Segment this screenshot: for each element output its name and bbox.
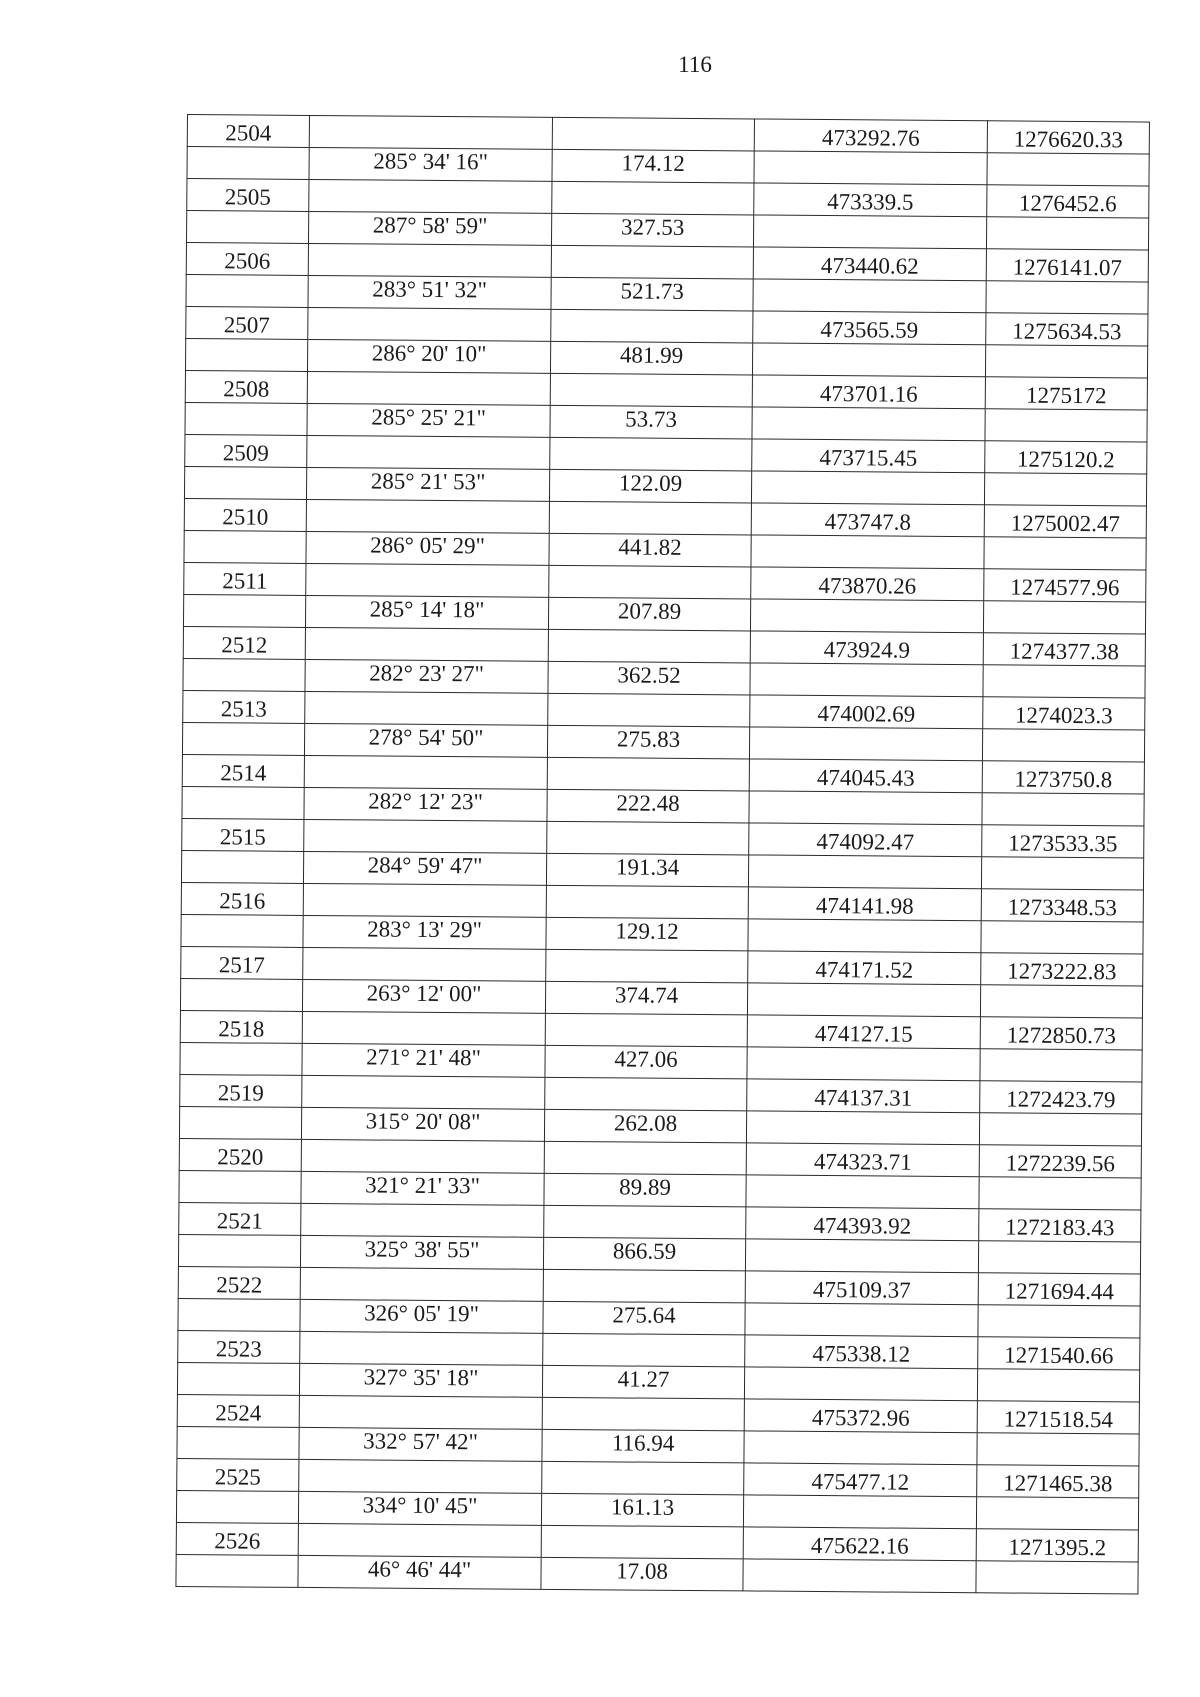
easting-cell: 1273750.8	[982, 761, 1144, 794]
northing-cell: 474045.43	[749, 759, 982, 793]
empty-cell	[986, 217, 1148, 250]
northing-cell: 473870.26	[751, 567, 984, 601]
bearing-cell: 285° 34' 16"	[309, 147, 552, 181]
bearing-cell: 326° 05' 19"	[300, 1299, 543, 1333]
empty-cell	[183, 594, 305, 627]
easting-cell: 1273533.35	[982, 825, 1144, 858]
easting-cell: 1271540.66	[978, 1337, 1140, 1370]
northing-cell: 474141.98	[748, 887, 981, 921]
empty-cell	[302, 1075, 545, 1109]
empty-cell	[186, 274, 308, 307]
distance-cell: 174.12	[552, 149, 754, 183]
empty-cell	[300, 1331, 543, 1365]
northing-cell: 475372.96	[744, 1399, 977, 1433]
distance-cell: 275.83	[547, 725, 749, 759]
distance-cell: 122.09	[549, 469, 751, 503]
easting-cell: 1273348.53	[981, 889, 1143, 922]
bearing-cell: 282° 12' 23"	[304, 787, 547, 821]
easting-cell: 1271694.44	[978, 1273, 1140, 1306]
station-number-cell: 2508	[185, 370, 307, 403]
northing-cell: 473715.45	[752, 439, 985, 473]
northing-cell: 474092.47	[749, 823, 982, 857]
northing-cell: 473565.59	[753, 311, 986, 345]
empty-cell	[985, 409, 1147, 442]
empty-cell	[745, 1239, 978, 1273]
empty-cell	[981, 857, 1143, 890]
empty-cell	[178, 1298, 300, 1331]
empty-cell	[181, 850, 303, 883]
empty-cell	[984, 473, 1146, 506]
distance-cell: 17.08	[541, 1557, 743, 1591]
easting-cell: 1272239.56	[979, 1145, 1141, 1178]
easting-cell: 1273222.83	[981, 953, 1143, 986]
empty-cell	[749, 791, 982, 825]
empty-cell	[748, 855, 981, 889]
station-number-cell: 2523	[178, 1330, 300, 1363]
empty-cell	[548, 693, 750, 727]
northing-cell: 473440.62	[753, 247, 986, 281]
empty-cell	[309, 115, 552, 149]
empty-cell	[753, 215, 986, 249]
empty-cell	[304, 819, 547, 853]
station-number-cell: 2511	[184, 562, 306, 595]
empty-cell	[301, 1139, 544, 1173]
empty-cell	[185, 338, 307, 371]
station-number-cell: 2509	[185, 434, 307, 467]
northing-cell: 474127.15	[747, 1015, 980, 1049]
distance-cell: 116.94	[542, 1429, 744, 1463]
northing-cell: 474002.69	[750, 695, 983, 729]
bearing-cell: 325° 38' 55"	[300, 1235, 543, 1269]
empty-cell	[978, 1305, 1140, 1338]
northing-cell: 473747.8	[751, 503, 984, 537]
northing-cell: 473924.9	[750, 631, 983, 665]
empty-cell	[300, 1267, 543, 1301]
distance-cell: 191.34	[546, 853, 748, 887]
station-number-cell: 2504	[187, 115, 309, 148]
empty-cell	[752, 343, 985, 377]
distance-cell: 481.99	[550, 341, 752, 375]
empty-cell	[987, 153, 1149, 186]
empty-cell	[542, 1397, 744, 1431]
empty-cell	[983, 665, 1145, 698]
easting-cell: 1276141.07	[986, 249, 1148, 282]
empty-cell	[298, 1523, 541, 1557]
empty-cell	[181, 914, 303, 947]
empty-cell	[177, 1362, 299, 1395]
station-number-cell: 2516	[181, 882, 303, 915]
station-number-cell: 2513	[183, 690, 305, 723]
empty-cell	[743, 1559, 976, 1593]
empty-cell	[543, 1269, 745, 1303]
station-number-cell: 2517	[181, 946, 303, 979]
distance-cell: 866.59	[543, 1237, 745, 1271]
distance-cell: 427.06	[545, 1045, 747, 1079]
page-number: 116	[678, 52, 712, 77]
bearing-cell: 285° 14' 18"	[305, 595, 548, 629]
empty-cell	[748, 919, 981, 953]
easting-cell: 1274023.3	[983, 697, 1145, 730]
empty-cell	[299, 1395, 542, 1429]
distance-cell: 161.13	[541, 1493, 743, 1527]
survey-coordinates-table	[175, 114, 1150, 1595]
bearing-cell: 321° 21' 33"	[301, 1171, 544, 1205]
empty-cell	[299, 1459, 542, 1493]
empty-cell	[552, 117, 754, 151]
northing-cell: 474171.52	[748, 951, 981, 985]
empty-cell	[743, 1495, 976, 1529]
northing-cell: 473292.76	[754, 119, 987, 153]
station-number-cell: 2519	[180, 1074, 302, 1107]
empty-cell	[541, 1525, 743, 1559]
empty-cell	[746, 1111, 979, 1145]
empty-cell	[182, 786, 304, 819]
empty-cell	[544, 1205, 746, 1239]
station-number-cell: 2505	[187, 179, 309, 212]
northing-cell: 475622.16	[743, 1527, 976, 1561]
bearing-cell: 263° 12' 00"	[302, 979, 545, 1013]
empty-cell	[548, 629, 750, 663]
station-number-cell: 2521	[179, 1202, 301, 1235]
empty-cell	[751, 471, 984, 505]
empty-cell	[544, 1141, 746, 1175]
station-number-cell: 2522	[178, 1266, 300, 1299]
bearing-cell: 315° 20' 08"	[301, 1107, 544, 1141]
empty-cell	[546, 885, 748, 919]
empty-cell	[303, 947, 546, 981]
empty-cell	[545, 1077, 747, 1111]
bearing-cell: 334° 10' 45"	[298, 1491, 541, 1525]
empty-cell	[176, 1490, 298, 1523]
empty-cell	[179, 1106, 301, 1139]
bearing-cell: 271° 21' 48"	[302, 1043, 545, 1077]
empty-cell	[552, 181, 754, 215]
empty-cell	[176, 1554, 298, 1587]
empty-cell	[753, 279, 986, 313]
distance-cell: 327.53	[551, 213, 753, 247]
bearing-cell: 285° 21' 53"	[306, 467, 549, 501]
bearing-cell: 286° 05' 29"	[306, 531, 549, 565]
empty-cell	[550, 373, 752, 407]
empty-cell	[546, 949, 748, 983]
empty-cell	[177, 1426, 299, 1459]
easting-cell: 1276452.6	[987, 185, 1149, 218]
empty-cell	[183, 658, 305, 691]
bearing-cell: 282° 23' 27"	[305, 659, 548, 693]
easting-cell: 1276620.33	[987, 121, 1149, 154]
empty-cell	[301, 1203, 544, 1237]
empty-cell	[549, 565, 751, 599]
northing-cell: 473339.5	[754, 183, 987, 217]
empty-cell	[751, 535, 984, 569]
empty-cell	[547, 821, 749, 855]
empty-cell	[184, 466, 306, 499]
table-row-segment	[176, 1554, 1138, 1594]
northing-cell: 474393.92	[746, 1207, 979, 1241]
easting-cell: 1275002.47	[984, 505, 1146, 538]
bearing-cell: 332° 57' 42"	[299, 1427, 542, 1461]
station-number-cell: 2510	[184, 498, 306, 531]
empty-cell	[307, 435, 550, 469]
bearing-cell: 283° 51' 32"	[308, 275, 551, 309]
empty-cell	[184, 530, 306, 563]
bearing-cell: 285° 25' 21"	[307, 403, 550, 437]
empty-cell	[744, 1367, 977, 1401]
empty-cell	[185, 402, 307, 435]
empty-cell	[978, 1241, 1140, 1274]
empty-cell	[542, 1461, 744, 1495]
easting-cell: 1272423.79	[980, 1081, 1142, 1114]
station-number-cell: 2512	[183, 626, 305, 659]
empty-cell	[981, 921, 1143, 954]
distance-cell: 89.89	[544, 1173, 746, 1207]
distance-cell: 222.48	[547, 789, 749, 823]
empty-cell	[982, 729, 1144, 762]
station-number-cell: 2520	[179, 1138, 301, 1171]
empty-cell	[752, 407, 985, 441]
empty-cell	[979, 1113, 1141, 1146]
bearing-cell: 327° 35' 18"	[299, 1363, 542, 1397]
distance-cell: 441.82	[549, 533, 751, 567]
empty-cell	[302, 1011, 545, 1045]
station-number-cell: 2515	[182, 818, 304, 851]
empty-cell	[976, 1497, 1138, 1530]
empty-cell	[747, 1047, 980, 1081]
empty-cell	[746, 1175, 979, 1209]
empty-cell	[309, 179, 552, 213]
empty-cell	[551, 245, 753, 279]
empty-cell	[303, 883, 546, 917]
northing-cell: 474323.71	[746, 1143, 979, 1177]
empty-cell	[305, 691, 548, 725]
table-body	[176, 115, 1150, 1595]
bearing-cell: 284° 59' 47"	[303, 851, 546, 885]
station-number-cell: 2507	[186, 306, 308, 339]
distance-cell: 207.89	[548, 597, 750, 631]
northing-cell: 475338.12	[745, 1335, 978, 1369]
empty-cell	[983, 601, 1145, 634]
northing-cell: 475477.12	[744, 1463, 977, 1497]
empty-cell	[180, 1042, 302, 1075]
bearing-cell: 278° 54' 50"	[304, 723, 547, 757]
bearing-cell: 287° 58' 59"	[308, 211, 551, 245]
empty-cell	[986, 281, 1148, 314]
bearing-cell: 46° 46' 44"	[298, 1555, 541, 1589]
empty-cell	[976, 1561, 1138, 1594]
empty-cell	[306, 563, 549, 597]
easting-cell: 1275120.2	[985, 441, 1147, 474]
empty-cell	[307, 371, 550, 405]
empty-cell	[547, 757, 749, 791]
easting-cell: 1274377.38	[983, 633, 1145, 666]
empty-cell	[550, 437, 752, 471]
easting-cell: 1271395.2	[976, 1529, 1138, 1562]
northing-cell: 474137.31	[747, 1079, 980, 1113]
distance-cell: 521.73	[551, 277, 753, 311]
empty-cell	[744, 1431, 977, 1465]
distance-cell: 41.27	[542, 1365, 744, 1399]
station-number-cell: 2526	[176, 1522, 298, 1555]
empty-cell	[551, 309, 753, 343]
distance-cell: 129.12	[546, 917, 748, 951]
distance-cell: 374.74	[545, 981, 747, 1015]
distance-cell: 275.64	[543, 1301, 745, 1335]
empty-cell	[754, 151, 987, 185]
empty-cell	[747, 983, 980, 1017]
station-number-cell: 2524	[177, 1394, 299, 1427]
empty-cell	[543, 1333, 745, 1367]
distance-cell: 262.08	[544, 1109, 746, 1143]
easting-cell: 1271465.38	[977, 1465, 1139, 1498]
empty-cell	[750, 663, 983, 697]
empty-cell	[545, 1013, 747, 1047]
empty-cell	[977, 1433, 1139, 1466]
distance-cell: 362.52	[548, 661, 750, 695]
empty-cell	[750, 599, 983, 633]
empty-cell	[187, 147, 309, 180]
station-number-cell: 2525	[177, 1458, 299, 1491]
station-number-cell: 2518	[180, 1010, 302, 1043]
empty-cell	[180, 978, 302, 1011]
empty-cell	[984, 537, 1146, 570]
empty-cell	[985, 345, 1147, 378]
northing-cell: 473701.16	[752, 375, 985, 409]
empty-cell	[186, 211, 308, 244]
empty-cell	[745, 1303, 978, 1337]
empty-cell	[977, 1369, 1139, 1402]
station-number-cell: 2514	[182, 754, 304, 787]
empty-cell	[308, 243, 551, 277]
distance-cell: 53.73	[550, 405, 752, 439]
empty-cell	[178, 1234, 300, 1267]
empty-cell	[749, 727, 982, 761]
easting-cell: 1272183.43	[979, 1209, 1141, 1242]
empty-cell	[182, 722, 304, 755]
empty-cell	[982, 793, 1144, 826]
empty-cell	[980, 1049, 1142, 1082]
easting-cell: 1272850.73	[980, 1017, 1142, 1050]
northing-cell: 475109.37	[745, 1271, 978, 1305]
empty-cell	[179, 1170, 301, 1203]
empty-cell	[305, 627, 548, 661]
empty-cell	[304, 755, 547, 789]
easting-cell: 1271518.54	[977, 1401, 1139, 1434]
empty-cell	[306, 499, 549, 533]
easting-cell: 1274577.96	[984, 569, 1146, 602]
empty-cell	[979, 1177, 1141, 1210]
easting-cell: 1275172	[985, 377, 1147, 410]
easting-cell: 1275634.53	[986, 313, 1148, 346]
empty-cell	[980, 985, 1142, 1018]
empty-cell	[308, 307, 551, 341]
bearing-cell: 286° 20' 10"	[307, 339, 550, 373]
bearing-cell: 283° 13' 29"	[303, 915, 546, 949]
empty-cell	[549, 501, 751, 535]
station-number-cell: 2506	[186, 242, 308, 275]
